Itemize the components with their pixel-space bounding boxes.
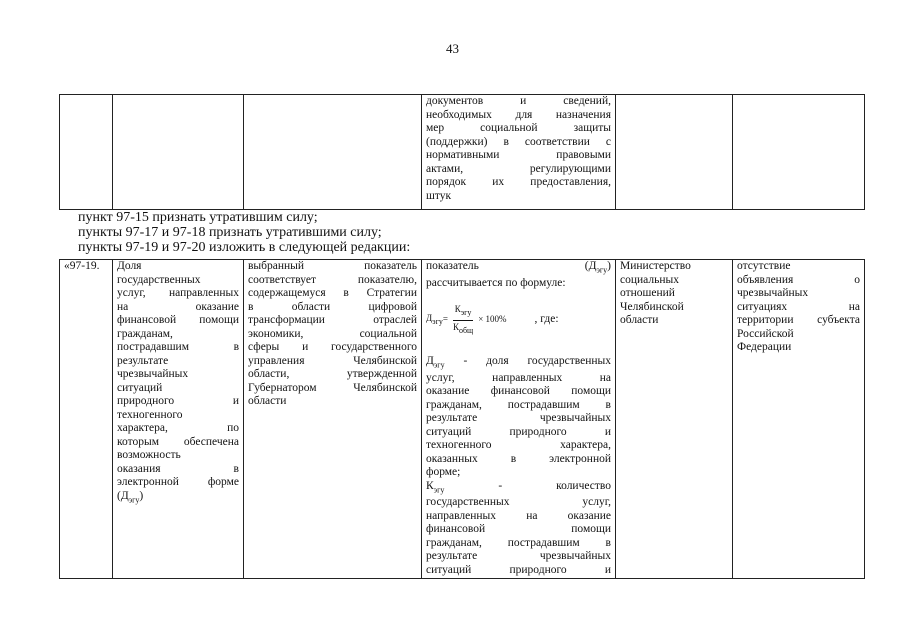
text-line: ситуаций природного и [426, 425, 611, 438]
text-line: соответствует показателю, [248, 273, 417, 286]
text-line: Губернатором Челябинской [248, 381, 417, 394]
text-line: электронной форме [117, 476, 239, 488]
text-line: трансформации отраслей [248, 314, 417, 326]
text-line: области [620, 314, 659, 326]
text-line: результате чрезвычайных [426, 550, 611, 563]
cell-basis [244, 260, 422, 579]
definition-1-first: $Д_{эгу}$ - доля государственных [426, 354, 611, 370]
text-line: документов и сведений, [426, 95, 611, 107]
text-line: техногенного характера, [426, 439, 611, 452]
instruction-line: пункты 97-19 и 97-20 изложить в следующей редакции: [78, 240, 411, 255]
text-line: форме; [426, 466, 461, 479]
cell-basis [244, 95, 422, 210]
text-line: территории субъекта [737, 314, 860, 326]
text-line: нормативными правовыми [426, 149, 611, 161]
formula: $Д_{эгу}$ = $\frac{К_{эгу}}{К_{общ}}$ × 100% , где: [426, 303, 611, 337]
definition-1 [426, 372, 611, 480]
text-line: ситуаций природного и [426, 563, 611, 576]
text-line: чрезвычайных [117, 368, 189, 380]
table-row [60, 260, 865, 579]
cell-comment [733, 260, 865, 579]
cell-formula [422, 260, 616, 579]
formula-intro: показатель $(Д_{эгу})$ [426, 260, 611, 275]
text-line: оказания в [117, 462, 239, 475]
text-line: содержащемуся в Стратегии [248, 287, 417, 299]
text-line: результате чрезвычайных [426, 412, 611, 425]
cell-name [113, 95, 244, 210]
text-line: гражданам, [117, 327, 173, 340]
text-line: государственных [117, 273, 201, 286]
text-line: пострадавшим в [117, 341, 239, 353]
text-line: которым обеспечена [117, 435, 239, 448]
name-symbol: $(Д_{эгу})$ [117, 489, 144, 504]
table-row [60, 95, 865, 210]
text-line: штук [426, 189, 452, 202]
cell-responsible [616, 260, 733, 579]
text-line: выбранный показатель [248, 260, 417, 272]
text-line: объявления о [737, 273, 860, 286]
page-number: 43 [446, 41, 459, 56]
text-line: управления Челябинской [248, 354, 417, 367]
text-line: услуг, направленных на [426, 371, 611, 384]
text-line: Министерство [620, 260, 691, 272]
text-line: Доля [117, 260, 142, 272]
text-line: услуг, направленных [117, 287, 239, 299]
text-line: мер социальной защиты [426, 122, 611, 134]
text-line: актами, регулирующими [426, 162, 611, 175]
text-line: экономики, социальной [248, 327, 417, 340]
text-line: природного и [117, 395, 239, 407]
text-line: техногенного [117, 408, 183, 421]
text-line: необходимых для назначения [426, 108, 611, 121]
text-line: Федерации [737, 341, 792, 353]
instruction-line: пункт 97-15 признать утратившим силу; [78, 210, 318, 225]
text-line: Челябинской [620, 300, 684, 313]
text-line: финансовой помощи [426, 523, 611, 536]
text-line: отсутствие [737, 260, 791, 272]
text-line: (поддержки) в соответствии с [426, 135, 611, 148]
definition-2-first: $К_{эгу}$ - количество [426, 479, 611, 494]
cell-number [60, 95, 113, 210]
instruction-line: пункты 97-17 и 97-18 признать утратившими силу; [78, 225, 382, 240]
text-line: возможность [117, 449, 181, 461]
text-line: порядок их предоставления, [426, 176, 611, 188]
amendment-instructions [78, 210, 410, 255]
text-line: на оказание [117, 300, 239, 313]
text-line: оказанных в электронной [426, 452, 611, 465]
text-line: гражданам, пострадавшим в [426, 536, 611, 549]
text-line: направленных на оказание [426, 509, 611, 522]
text-line: сферы и государственного [248, 341, 417, 353]
text-line: области [248, 395, 287, 407]
cell-indicator-continued [422, 95, 616, 210]
row-number: «97-19. [64, 260, 100, 272]
text-line: ситуациях на [737, 300, 860, 313]
cell-comment [733, 95, 865, 210]
formula-fraction: $\frac{К_{эгу}}{К_{общ}}$ [452, 304, 474, 335]
text-line: финансовой помощи [117, 314, 239, 326]
text-line: отношений [620, 287, 675, 299]
cell-number [60, 260, 113, 579]
cell-name [113, 260, 244, 579]
text-line: гражданам, пострадавшим в [426, 398, 611, 411]
formula-intro-line2: рассчитывается по формуле: [426, 276, 566, 289]
table-row-97-19 [59, 259, 865, 579]
text-line: ситуаций [117, 381, 163, 394]
text-line: области, утвержденной [248, 368, 417, 380]
text-line: в области цифровой [248, 300, 417, 313]
text-line: результате [117, 354, 169, 367]
text-line: характера, по [117, 422, 239, 434]
text-line: государственных услуг, [426, 496, 611, 509]
text-line: оказание финансовой помощи [426, 385, 611, 398]
table-top-fragment [59, 94, 865, 210]
cell-responsible [616, 95, 733, 210]
text-line: Российской [737, 327, 794, 340]
definition-2 [426, 496, 611, 577]
text-line: социальных [620, 273, 679, 286]
text-line: чрезвычайных [737, 287, 809, 299]
